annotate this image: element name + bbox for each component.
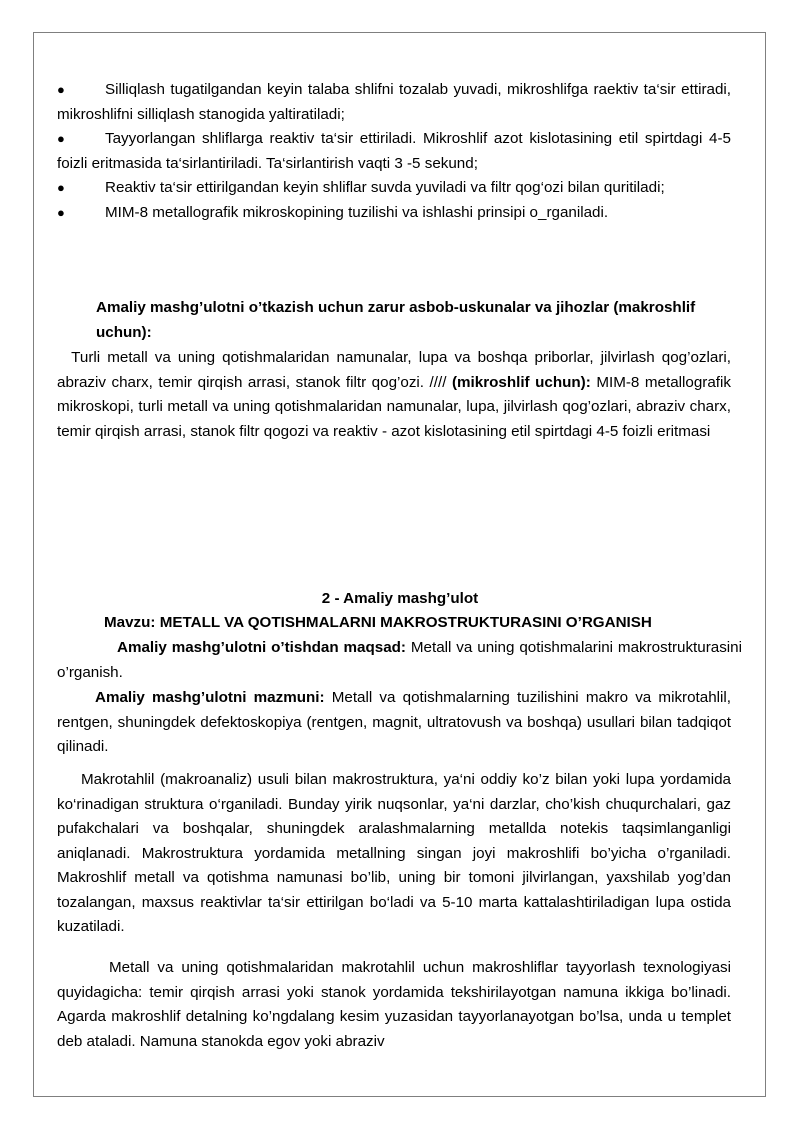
macro-paragraph: Makrotahlil (makroanaliz) usuli bilan makrostruktura, ya‘ni oddiy ko’z bilan yoki lupa yordamida ko‘rinadigan struktura o‘rganiladi. Bunday yirik nuqsonlar, ya‘ni darzlar, cho’kish chuqurchalari, gaz pufakchalari va boshqalar, shuningdek aralashmalarning metallda notekis taqsimlanganligi aniqlanadi. Makrostruktura yordamida metallning singan joyi makroshlifi bo’yicha o’rganiladi. Makroshlif metall va qotishma namunasi bo’lib, uning bir tomoni jilvirlangan, yaxshilab yog’dan tozalangan, maxsus reaktivlar ta‘sir ettirilgan bo‘ladi va 5-10 marta kattalashtiriladigan lupa ostida kuzatiladi. <box>57 771 731 935</box>
bullet-item: ● Tayyorlangan shliflarga reaktiv ta‘sir ettiriladi. Mikroshlif azot kislotasining etil spirtdagi 4-5 foizli eritmasida ta‘sirlantiriladi. Ta‘sirlantirish vaqti 3 -5 sekund; <box>57 127 731 176</box>
lesson-topic: Mavzu: METALL VA QOTISHMALARNI MAKROSTRUKTURASINI O’RGANISH <box>104 614 652 631</box>
bullet-item: ● MIM-8 metallografik mikroskopining tuzilishi va ishlashi prinsipi o_rganiladi. <box>57 201 731 226</box>
equipment-paragraph: Turli metall va uning qotishmalaridan namunalar, lupa va boshqa priborlar, jilvirlash qog’ozlari, abraziv charx, temir qirqish arrasi, stanok filtr qog’ozi. //// (mikroshlif uchun): MIM-8 metallografik mikroskopi, turli metall va uning qotishmalaridan namunalar, lupa, jilvirlash qog’ozlari, abraziv charx, temir qirqish arrasi, stanok filtr qogozi va reaktiv - azot kislotasining etil spirtdagi 4-5 foizli eritmasi <box>57 349 731 440</box>
bullet-item: ● Silliqlash tugatilgandan keyin talaba shlifni tozalab yuvadi, mikroshlifga raektiv ta‘sir ettiradi, mikroshlifni silliqlash stanogida yaltiratiladi; <box>57 78 731 127</box>
lesson-title: 2 - Amaliy mashg’ulot <box>321 590 479 607</box>
equipment-heading: Amaliy mashg’ulotni o’tkazish uchun zarur asbob-uskunalar va jihozlar (makroshlif uchun): <box>96 299 696 341</box>
content-paragraph: Amaliy mashg’ulotni mazmuni: Metall va qotishmalarning tuzilishini makro va mikrotahlil, rentgen, shuningdek defektoskopiya (rentgen, magnit, ultratovush va boshqa) usullari bilan tadqiqot qilinadi. <box>57 689 731 755</box>
technology-paragraph: Metall va uning qotishmalaridan makrotahlil uchun makroshliflar tayyorlash texnologiyasi quyidagicha: temir qirqish arrasi yoki stanok yordamida tekshirilayotgan namuna ikkiga bo’linadi. Agarda makroshlif detalning ko’ngdalang kesim yuzasidan tayyorlanayotgan bo’lsa, unda u templet deb ataladi. Namuna stanokda egov yoki abraziv <box>57 959 731 1050</box>
bullet-icon: ● <box>57 180 65 195</box>
bullet-icon: ● <box>57 82 65 97</box>
goal-paragraph: Amaliy mashg’ulotni o’tishdan maqsad: Metall va uning qotishmalarini makrostrukturasini o’rganish. <box>57 639 742 681</box>
bullet-list <box>57 78 731 225</box>
bullet-icon: ● <box>57 131 65 146</box>
bullet-item: ● Reaktiv ta‘sir ettirilgandan keyin shliflar suvda yuviladi va filtr qog‘ozi bilan quritiladi; <box>57 176 731 201</box>
bullet-icon: ● <box>57 204 65 220</box>
